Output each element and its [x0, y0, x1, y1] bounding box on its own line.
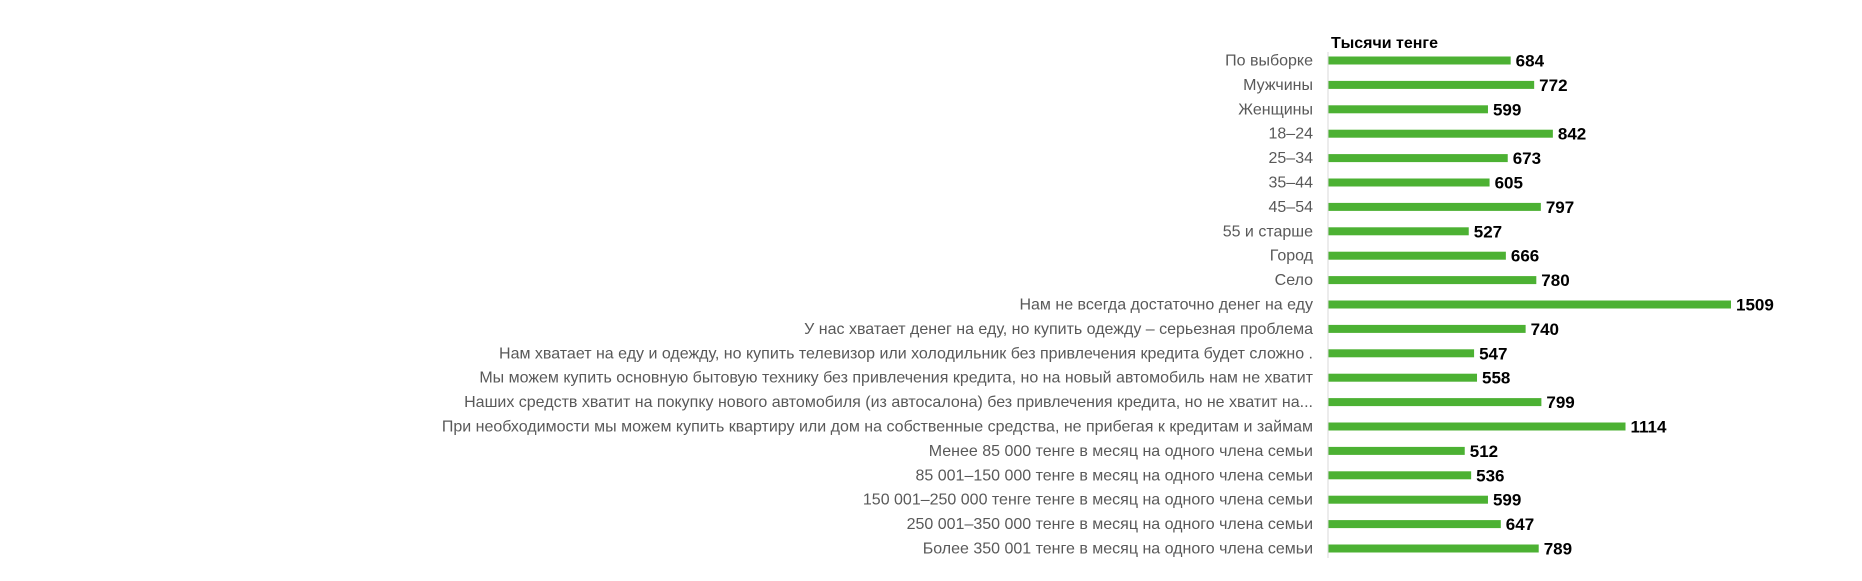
value-label: 1509	[1736, 295, 1774, 315]
value-label: 558	[1482, 368, 1511, 388]
category-label: Менее 85 000 тенге в месяц на одного члена семьи	[928, 442, 1313, 460]
bar	[1328, 325, 1526, 333]
category-label: Более 350 001 тенге в месяц на одного члена семьи	[922, 540, 1313, 558]
value-label: 536	[1476, 466, 1505, 486]
bar	[1328, 252, 1506, 260]
bar	[1328, 227, 1469, 235]
value-label: 527	[1473, 222, 1503, 242]
bar	[1328, 301, 1731, 309]
value-label: 599	[1492, 490, 1522, 510]
category-label: Женщины	[1238, 101, 1313, 119]
value-label: 605	[1494, 173, 1523, 193]
value-label: 789	[1543, 539, 1573, 559]
bar	[1328, 447, 1465, 455]
category-label: Нам не всегда достаточно денег на еду	[1019, 296, 1313, 314]
bar	[1328, 203, 1541, 211]
bar	[1328, 471, 1471, 479]
bars-group	[442, 52, 1774, 559]
category-label: 18–24	[1268, 125, 1313, 143]
value-label: 842	[1557, 124, 1587, 144]
category-label: У нас хватает денег на еду, но купить одежду – серьезная проблема	[804, 320, 1313, 338]
bar	[1328, 398, 1541, 406]
category-label: При необходимости мы можем купить квартиру или дом на собственные средства, не прибегая к кредитам и займам	[441, 418, 1313, 436]
bar	[1328, 105, 1488, 113]
bar	[1328, 276, 1536, 284]
bar	[1328, 154, 1508, 162]
value-label: 780	[1541, 271, 1570, 291]
bar	[1328, 520, 1501, 528]
value-label: 547	[1479, 344, 1508, 364]
category-label: 25–34	[1268, 150, 1313, 168]
bar	[1328, 130, 1553, 138]
bar	[1328, 423, 1626, 431]
category-label: Город	[1269, 247, 1313, 265]
value-label: 673	[1512, 149, 1542, 169]
category-label: Наших средств хватит на покупку нового автомобиля (из автосалона) без привлечения кредита, но не хватит на...	[464, 394, 1313, 412]
category-label: 45–54	[1268, 198, 1313, 216]
value-label: 599	[1492, 100, 1522, 120]
category-label: 35–44	[1268, 174, 1313, 192]
category-label: Мы можем купить основную бытовую технику без привлечения кредита, но на новый автомобиль нам не хватит	[479, 369, 1313, 387]
bar	[1328, 545, 1539, 553]
value-label: 740	[1530, 319, 1560, 339]
bar	[1328, 179, 1490, 187]
value-label: 772	[1539, 75, 1568, 95]
category-label: Село	[1274, 272, 1313, 290]
value-label: 797	[1545, 197, 1575, 217]
category-label: Мужчины	[1243, 76, 1313, 94]
bar	[1328, 57, 1511, 65]
category-label: 85 001–150 000 тенге в месяц на одного члена семьи	[915, 467, 1313, 485]
bar	[1328, 374, 1477, 382]
value-label: 666	[1510, 246, 1540, 266]
value-label: 684	[1515, 51, 1545, 71]
category-label: 250 001–350 000 тенге в месяц на одного члена семьи	[906, 516, 1313, 534]
category-label: По выборке	[1225, 52, 1313, 70]
category-label: 55 и старше	[1222, 223, 1313, 241]
value-label: 647	[1505, 515, 1535, 535]
value-label: 799	[1546, 393, 1575, 413]
bar	[1328, 349, 1474, 357]
category-label: Нам хватает на еду и одежду, но купить телевизор или холодильник без привлечения кредита будет сложно .	[499, 345, 1313, 363]
value-label: 1114	[1630, 417, 1667, 437]
bar	[1328, 496, 1488, 504]
bar	[1328, 81, 1534, 89]
unit-label: Тысячи тенге	[1331, 35, 1438, 52]
category-label: 150 001–250 000 тенге тенге в месяц на одного члена семьи	[862, 491, 1313, 509]
value-label: 512	[1469, 441, 1499, 461]
